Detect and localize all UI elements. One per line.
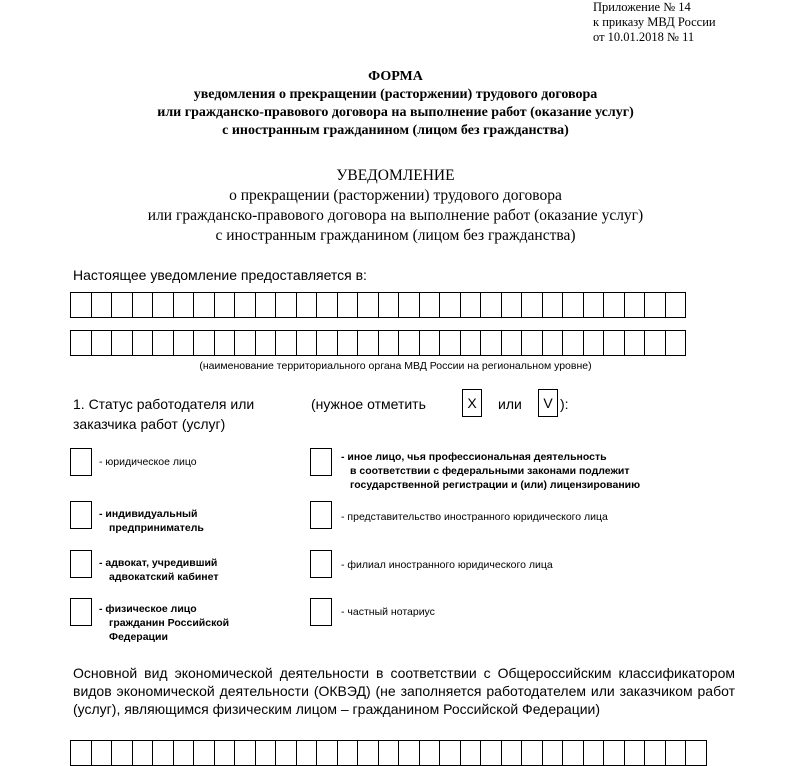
okved-code-cell[interactable] — [316, 740, 338, 766]
okved-paragraph: Основной вид экономической деятельности в соответствии с Общероссийским классификатором видов экономической деятельности (ОКВЭД) (не заполняется работодателем или заказчиком работ (услуг), являющимся физическим лицом – гражданином Российской Федерации) — [73, 665, 735, 717]
organ-name-cell[interactable] — [460, 292, 482, 318]
organ-name-cell[interactable] — [152, 330, 174, 356]
option-individual-citizen-line-2: гражданин Российской — [109, 617, 230, 629]
option-individual-citizen-line-1: - физическое лицо — [99, 603, 197, 615]
okved-code-cell[interactable] — [357, 740, 379, 766]
okved-code-cell[interactable] — [296, 740, 318, 766]
option-individual-entrepreneur — [99, 507, 204, 535]
okved-code-cell[interactable] — [255, 740, 277, 766]
option-foreign-branch — [341, 558, 553, 572]
okved-code-cell[interactable] — [111, 740, 133, 766]
option-other-licensed-person-line-2: в соответствии с федеральными законами подлежит — [350, 465, 630, 477]
form-title — [0, 68, 791, 140]
option-private-notary-text: - частный нотариус — [341, 606, 435, 618]
organ-name-row-1 — [70, 292, 685, 318]
okved-code-cell[interactable] — [460, 740, 482, 766]
organ-name-cell[interactable] — [111, 292, 133, 318]
organ-name-cell[interactable] — [214, 330, 236, 356]
okved-code-cell[interactable] — [603, 740, 625, 766]
organ-name-cell[interactable] — [316, 292, 338, 318]
annex-header — [593, 0, 716, 45]
status-label-line-2: заказчика работ (услуг) — [73, 416, 226, 432]
option-lawyer-office-line-2: адвокатский кабинет — [109, 571, 219, 583]
organ-name-cell[interactable] — [644, 330, 666, 356]
organ-name-cell[interactable] — [70, 292, 92, 318]
organ-caption: (наименование территориального органа МВД России на региональном уровне) — [199, 360, 592, 372]
organ-name-cell[interactable] — [173, 330, 195, 356]
organ-name-cell[interactable] — [562, 330, 584, 356]
notice-line-2: о прекращении (расторжении) трудового договора — [229, 187, 562, 204]
option-other-licensed-person-line-1: - иное лицо, чья профессиональная деятельность — [341, 451, 607, 463]
organ-name-cell[interactable] — [357, 292, 379, 318]
organ-name-cell[interactable] — [644, 292, 666, 318]
organ-name-cell[interactable] — [665, 292, 687, 318]
option-foreign-branch-text: - филиал иностранного юридического лица — [341, 559, 553, 571]
option-private-notary — [341, 605, 435, 619]
okved-code-cell[interactable] — [583, 740, 605, 766]
organ-name-cell[interactable] — [234, 330, 256, 356]
organ-name-cell[interactable] — [255, 330, 277, 356]
okved-code-cell[interactable] — [70, 740, 92, 766]
organ-name-cell[interactable] — [255, 292, 277, 318]
checkbox-lawyer-office[interactable] — [70, 550, 92, 578]
organ-name-cell[interactable] — [152, 292, 174, 318]
organ-name-cell[interactable] — [398, 330, 420, 356]
checkbox-private-notary[interactable] — [310, 598, 332, 626]
annex-line-2: к приказу МВД России — [593, 15, 716, 29]
checkbox-other-licensed-person[interactable] — [310, 448, 332, 476]
okved-code-cell[interactable] — [275, 740, 297, 766]
okved-code-cell[interactable] — [542, 740, 564, 766]
organ-name-cell[interactable] — [296, 292, 318, 318]
option-individual-citizen-line-3: Федерации — [109, 631, 168, 643]
organ-name-cell[interactable] — [91, 292, 113, 318]
form-title-line-1: ФОРМА — [368, 69, 423, 84]
organ-name-cell[interactable] — [521, 292, 543, 318]
checkbox-individual-citizen[interactable] — [70, 598, 92, 626]
okved-code-cell[interactable] — [337, 740, 359, 766]
mark-suffix: ): — [560, 396, 569, 412]
organ-name-cell[interactable] — [275, 292, 297, 318]
okved-code-cell[interactable] — [624, 740, 646, 766]
okved-code-cell[interactable] — [214, 740, 236, 766]
mark-instruction: (нужное отметить — [311, 396, 426, 412]
organ-name-cell[interactable] — [624, 330, 646, 356]
option-other-licensed-person — [341, 450, 640, 492]
organ-name-cell[interactable] — [91, 330, 113, 356]
organ-name-cell[interactable] — [378, 330, 400, 356]
organ-name-cell[interactable] — [439, 292, 461, 318]
mark-or: или — [498, 396, 522, 412]
mark-x-sample: X — [462, 389, 482, 417]
form-title-line-3: или гражданско-правового договора на выполнение работ (оказание услуг) — [157, 105, 634, 120]
organ-name-cell[interactable] — [542, 292, 564, 318]
organ-name-cell[interactable] — [296, 330, 318, 356]
option-individual-entrepreneur-line-2: предприниматель — [109, 522, 204, 534]
notice-heading — [0, 166, 791, 246]
organ-name-cell[interactable] — [398, 292, 420, 318]
okved-code-cell[interactable] — [378, 740, 400, 766]
notice-line-3: или гражданско-правового договора на выполнение работ (оказание услуг) — [147, 207, 644, 224]
organ-name-cell[interactable] — [132, 330, 154, 356]
organ-name-cell[interactable] — [337, 292, 359, 318]
okved-code-cell[interactable] — [152, 740, 174, 766]
annex-line-1: Приложение № 14 — [593, 0, 691, 14]
checkbox-foreign-branch[interactable] — [310, 550, 332, 578]
organ-name-cell[interactable] — [234, 292, 256, 318]
organ-name-cell[interactable] — [337, 330, 359, 356]
organ-name-cell[interactable] — [542, 330, 564, 356]
mark-v-sample: V — [538, 389, 558, 417]
okved-code-cell[interactable] — [193, 740, 215, 766]
checkbox-individual-entrepreneur[interactable] — [70, 501, 92, 529]
organ-name-cell[interactable] — [501, 330, 523, 356]
okved-code-cell[interactable] — [665, 740, 687, 766]
annex-line-3: от 10.01.2018 № 11 — [593, 30, 695, 44]
organ-name-cell[interactable] — [111, 330, 133, 356]
option-lawyer-office-line-1: - адвокат, учредивший — [99, 557, 218, 569]
organ-name-cell[interactable] — [583, 292, 605, 318]
organ-name-cell[interactable] — [624, 292, 646, 318]
okved-code-cell[interactable] — [480, 740, 502, 766]
organ-name-cell[interactable] — [193, 292, 215, 318]
presented-to-label: Настоящее уведомление предоставляется в: — [73, 267, 367, 283]
checkbox-foreign-representative-office[interactable] — [310, 501, 332, 529]
status-label-line-1: 1. Статус работодателя или — [73, 396, 255, 412]
organ-name-cell[interactable] — [419, 330, 441, 356]
okved-code-cell[interactable] — [419, 740, 441, 766]
okved-code-cell[interactable] — [521, 740, 543, 766]
notice-line-1: УВЕДОМЛЕНИЕ — [336, 167, 455, 184]
organ-name-cell[interactable] — [439, 330, 461, 356]
organ-name-cell[interactable] — [480, 292, 502, 318]
organ-name-cell[interactable] — [583, 330, 605, 356]
form-title-line-4: с иностранным гражданином (лицом без гражданства) — [222, 123, 569, 138]
okved-code-cell[interactable] — [234, 740, 256, 766]
organ-name-cell[interactable] — [501, 292, 523, 318]
organ-name-cell[interactable] — [378, 292, 400, 318]
option-individual-citizen — [99, 602, 229, 644]
form-title-line-2: уведомления о прекращении (расторжении) трудового договора — [193, 87, 598, 102]
organ-name-cell[interactable] — [275, 330, 297, 356]
option-other-licensed-person-line-3: государственной регистрации и (или) лицензированию — [350, 479, 641, 491]
option-foreign-representative-office-text: - представительство иностранного юридического лица — [341, 511, 608, 523]
organ-name-cell[interactable] — [562, 292, 584, 318]
notice-line-4: с иностранным гражданином (лицом без гражданства) — [215, 227, 576, 244]
option-foreign-representative-office — [341, 510, 608, 524]
organ-name-cell[interactable] — [193, 330, 215, 356]
organ-name-cell[interactable] — [173, 292, 195, 318]
organ-name-cell[interactable] — [603, 330, 625, 356]
organ-name-cell[interactable] — [603, 292, 625, 318]
organ-name-cell[interactable] — [480, 330, 502, 356]
organ-name-cell[interactable] — [70, 330, 92, 356]
option-lawyer-office — [99, 556, 218, 584]
organ-name-cell[interactable] — [521, 330, 543, 356]
option-legal-entity-text: - юридическое лицо — [99, 456, 197, 468]
okved-code-cell[interactable] — [644, 740, 666, 766]
organ-name-row-2 — [70, 330, 685, 356]
okved-code-row — [70, 740, 706, 766]
organ-name-cell[interactable] — [357, 330, 379, 356]
option-legal-entity — [99, 455, 197, 469]
organ-name-cell[interactable] — [665, 330, 687, 356]
organ-name-cell[interactable] — [316, 330, 338, 356]
organ-name-cell[interactable] — [132, 292, 154, 318]
organ-name-cell[interactable] — [419, 292, 441, 318]
okved-code-cell[interactable] — [398, 740, 420, 766]
okved-code-cell[interactable] — [439, 740, 461, 766]
okved-code-cell[interactable] — [562, 740, 584, 766]
status-label — [73, 394, 303, 434]
okved-code-cell[interactable] — [91, 740, 113, 766]
organ-name-cell[interactable] — [214, 292, 236, 318]
okved-code-cell[interactable] — [173, 740, 195, 766]
okved-code-cell[interactable] — [132, 740, 154, 766]
okved-code-cell[interactable] — [685, 740, 707, 766]
checkbox-legal-entity[interactable] — [70, 448, 92, 476]
organ-name-cell[interactable] — [460, 330, 482, 356]
option-individual-entrepreneur-line-1: - индивидуальный — [99, 508, 198, 520]
okved-code-cell[interactable] — [501, 740, 523, 766]
